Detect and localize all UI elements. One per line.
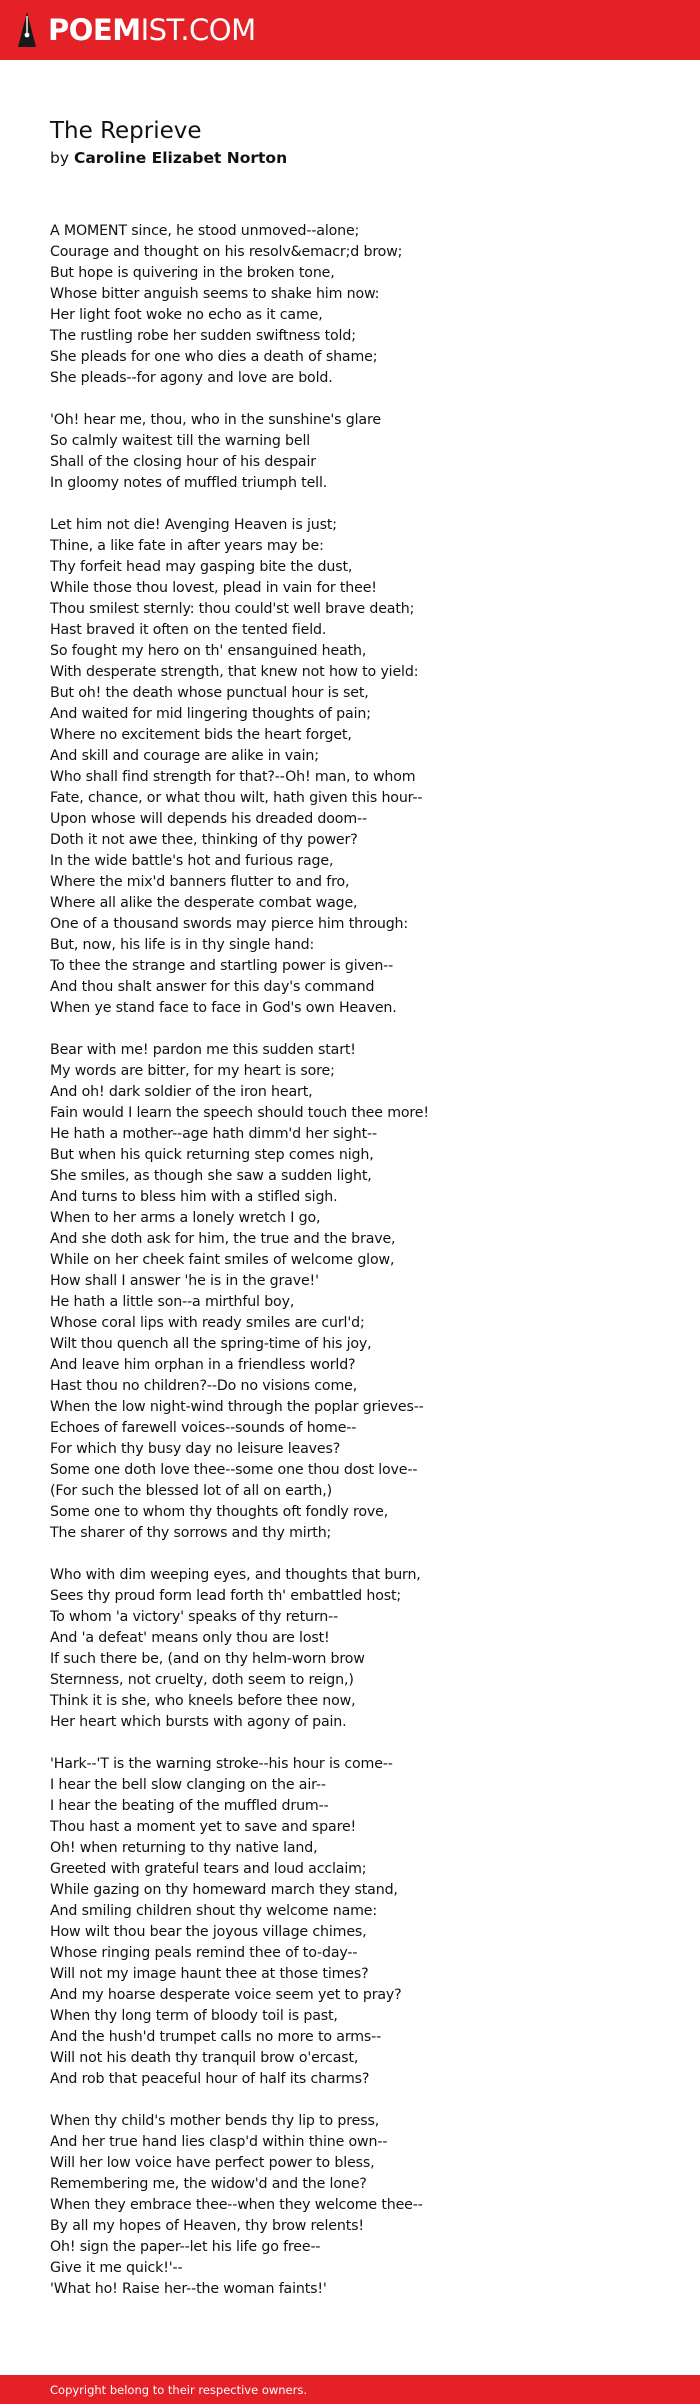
poem-line: When ye stand face to face in God's own Heaven. <box>50 1000 397 1016</box>
poem-line: If such there be, (and on thy helm-worn brow <box>50 1651 365 1667</box>
stanza <box>50 1040 660 1544</box>
poem-line: He hath a little son--a mirthful boy, <box>50 1294 295 1310</box>
poem-line: And rob that peaceful hour of half its charms? <box>50 2071 370 2087</box>
poem-line: Whose bitter anguish seems to shake him now: <box>50 286 380 302</box>
poem-line: Doth it not awe thee, thinking of thy power? <box>50 832 358 848</box>
poem-line: For which thy busy day no leisure leaves? <box>50 1441 341 1457</box>
poem-line: And the hush'd trumpet calls no more to arms-- <box>50 2029 382 2045</box>
stanza <box>50 1754 660 2090</box>
poem-line: So fought my hero on th' ensanguined heath, <box>50 643 367 659</box>
byline <box>50 148 287 168</box>
poem-line: Some one doth love thee--some one thou dost love-- <box>50 1462 418 1478</box>
poem-line: Some one to whom thy thoughts oft fondly rove, <box>50 1504 389 1520</box>
poem-line: She pleads--for agony and love are bold. <box>50 370 333 386</box>
poem-line: And leave him orphan in a friendless world? <box>50 1357 356 1373</box>
poem-line: While those thou lovest, plead in vain for thee! <box>50 580 377 596</box>
poem-line: Give it me quick!'-- <box>50 2260 183 2276</box>
poem-line: In the wide battle's hot and furious rage, <box>50 853 334 869</box>
poem-line: Upon whose will depends his dreaded doom-- <box>50 811 367 827</box>
poem-line: Echoes of farewell voices--sounds of home-- <box>50 1420 357 1436</box>
poem-line: And smiling children shout thy welcome name: <box>50 1903 378 1919</box>
poem-line: Hast braved it often on the tented field. <box>50 622 327 638</box>
poem-line: Remembering me, the widow'd and the lone? <box>50 2176 367 2192</box>
poem-line: Will not my image haunt thee at those times? <box>50 1966 369 1982</box>
stanza <box>50 2111 660 2300</box>
poem-line: She smiles, as though she saw a sudden light, <box>50 1168 372 1184</box>
poem-line: Her heart which bursts with agony of pain. <box>50 1714 347 1730</box>
poem-line: Will her low voice have perfect power to bless, <box>50 2155 375 2171</box>
poem-line: And turns to bless him with a stifled sigh. <box>50 1189 338 1205</box>
poem-line: And thou shalt answer for this day's command <box>50 979 375 995</box>
poem-line: And waited for mid lingering thoughts of pain; <box>50 706 371 722</box>
poem-line: Fate, chance, or what thou wilt, hath given this hour-- <box>50 790 423 806</box>
poem-line: Thy forfeit head may gasping bite the dust, <box>50 559 353 575</box>
poem-line: When thy child's mother bends thy lip to press, <box>50 2113 380 2129</box>
pen-nib-icon <box>17 11 37 49</box>
poem-line: How wilt thou bear the joyous village chimes, <box>50 1924 367 1940</box>
poem-line: 'Hark--'T is the warning stroke--his hour is come-- <box>50 1756 393 1772</box>
poem-line: And she doth ask for him, the true and the brave, <box>50 1231 396 1247</box>
poem-line: 'Oh! hear me, thou, who in the sunshine's glare <box>50 412 381 428</box>
poem-line: While gazing on thy homeward march they stand, <box>50 1882 398 1898</box>
logo-bold-text: POEM <box>48 13 141 47</box>
stanza <box>50 515 660 1019</box>
poem-line: A MOMENT since, he stood unmoved--alone; <box>50 223 360 239</box>
poem-line: And her true hand lies clasp'd within thine own-- <box>50 2134 388 2150</box>
poem-line: Shall of the closing hour of his despair <box>50 454 316 470</box>
poem-line: In gloomy notes of muffled triumph tell. <box>50 475 328 491</box>
poem-line: Thou hast a moment yet to save and spare! <box>50 1819 357 1835</box>
poem-line: But hope is quivering in the broken tone, <box>50 265 335 281</box>
poem-line: But, now, his life is in thy single hand: <box>50 937 315 953</box>
poem-line: To whom 'a victory' speaks of thy return-- <box>50 1609 339 1625</box>
poem-line: Whose ringing peals remind thee of to-day-- <box>50 1945 358 1961</box>
poem-line: Courage and thought on his resolv&emacr;d brow; <box>50 244 403 260</box>
poem-line: When the low night-wind through the poplar grieves-- <box>50 1399 424 1415</box>
copyright-notice: Copyright belong to their respective owners. <box>50 2383 308 2397</box>
author-name: Caroline Elizabet Norton <box>73 149 288 167</box>
site-footer <box>0 2375 700 2404</box>
poem-line: But oh! the death whose punctual hour is set, <box>50 685 369 701</box>
poem-line: Let him not die! Avenging Heaven is just; <box>50 517 337 533</box>
logo-wordmark <box>48 12 256 48</box>
poem-line: Her light foot woke no echo as it came, <box>50 307 323 323</box>
poem-line: Think it is she, who kneels before thee now, <box>50 1693 356 1709</box>
poem-line: I hear the beating of the muffled drum-- <box>50 1798 329 1814</box>
poem-line: The sharer of thy sorrows and thy mirth; <box>50 1525 332 1541</box>
poem-line: Thine, a like fate in after years may be: <box>50 538 324 554</box>
poem-line: He hath a mother--age hath dimm'd her sight-- <box>50 1126 377 1142</box>
poem-line: Sees thy proud form lead forth th' embattled host; <box>50 1588 402 1604</box>
poem-line: And oh! dark soldier of the iron heart, <box>50 1084 313 1100</box>
poem-line: By all my hopes of Heaven, thy brow relents! <box>50 2218 364 2234</box>
logo-light-text: IST.COM <box>140 13 256 47</box>
poem-line: And 'a defeat' means only thou are lost! <box>50 1630 330 1646</box>
poem-line: Where the mix'd banners flutter to and fro, <box>50 874 350 890</box>
poem-body <box>50 221 660 2321</box>
poem-line: While on her cheek faint smiles of welcome glow, <box>50 1252 395 1268</box>
poem-line: Thou smilest sternly: thou could'st well brave death; <box>50 601 415 617</box>
poem-line: 'What ho! Raise her--the woman faints!' <box>50 2281 327 2297</box>
poem-line: Sternness, not cruelty, doth seem to reign,) <box>50 1672 354 1688</box>
poem-line: Where no excitement bids the heart forget, <box>50 727 352 743</box>
stanza <box>50 410 660 494</box>
poem-line: When they embrace thee--when they welcome thee-- <box>50 2197 423 2213</box>
poem-line: One of a thousand swords may pierce him through: <box>50 916 409 932</box>
stanza <box>50 1565 660 1733</box>
poem-line: So calmly waitest till the warning bell <box>50 433 311 449</box>
poem-line: When to her arms a lonely wretch I go, <box>50 1210 321 1226</box>
poem-line: When thy long term of bloody toil is past, <box>50 2008 338 2024</box>
poem-line: Will not his death thy tranquil brow o'ercast, <box>50 2050 359 2066</box>
poem-line: She pleads for one who dies a death of shame; <box>50 349 378 365</box>
poem-line: Fain would I learn the speech should touch thee more! <box>50 1105 429 1121</box>
poem-line: I hear the bell slow clanging on the air-- <box>50 1777 326 1793</box>
stanza <box>50 221 660 389</box>
poem-line: My words are bitter, for my heart is sore; <box>50 1063 335 1079</box>
poem-line: Oh! sign the paper--let his life go free-- <box>50 2239 321 2255</box>
by-label: by <box>50 149 70 167</box>
poem-line: (For such the blessed lot of all on earth,) <box>50 1483 332 1499</box>
poem-line: Hast thou no children?--Do no visions come, <box>50 1378 358 1394</box>
poem-line: And skill and courage are alike in vain; <box>50 748 319 764</box>
poem-line: But when his quick returning step comes nigh, <box>50 1147 374 1163</box>
poem-line: Where all alike the desperate combat wage, <box>50 895 358 911</box>
poem-line: How shall I answer 'he is in the grave!' <box>50 1273 319 1289</box>
poem-line: Oh! when returning to thy native land, <box>50 1840 318 1856</box>
poem-line: Who with dim weeping eyes, and thoughts that burn, <box>50 1567 421 1583</box>
poem-line: Who shall find strength for that?--Oh! man, to whom <box>50 769 416 785</box>
poem-line: Whose coral lips with ready smiles are curl'd; <box>50 1315 365 1331</box>
poem-line: And my hoarse desperate voice seem yet to pray? <box>50 1987 402 2003</box>
poem-line: The rustling robe her sudden swiftness told; <box>50 328 356 344</box>
poem-line: With desperate strength, that knew not how to yield: <box>50 664 419 680</box>
site-header <box>0 0 700 60</box>
poem-line: Bear with me! pardon me this sudden start! <box>50 1042 356 1058</box>
poem-line: Greeted with grateful tears and loud acclaim; <box>50 1861 367 1877</box>
poem-title: The Reprieve <box>50 118 202 144</box>
poem-line: To thee the strange and startling power is given-- <box>50 958 394 974</box>
poem-line: Wilt thou quench all the spring-time of his joy, <box>50 1336 372 1352</box>
